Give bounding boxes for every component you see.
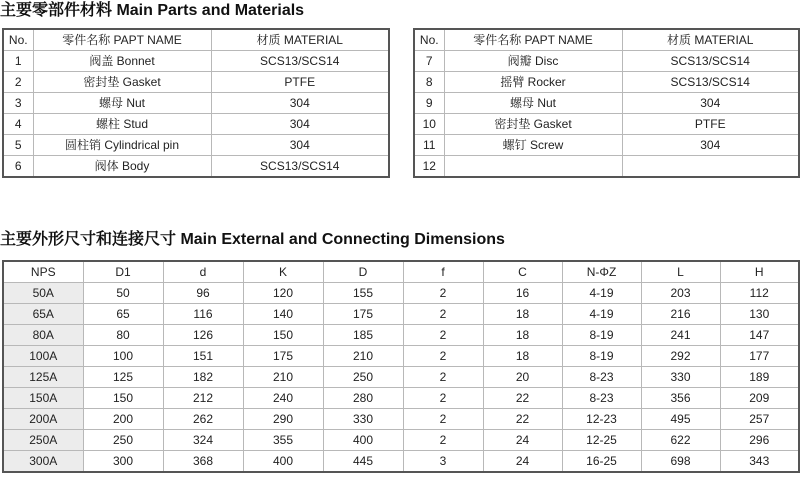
dimension-cell: 240 xyxy=(243,388,323,409)
table-row xyxy=(414,135,799,156)
parts-table-right xyxy=(413,28,800,178)
part-material: SCS13/SCS14 xyxy=(211,156,389,178)
parts-header-row xyxy=(414,29,799,51)
part-number: 9 xyxy=(414,93,444,114)
header-no: No. xyxy=(414,29,444,51)
dimension-cell: 18 xyxy=(483,304,562,325)
dimension-cell: 140 xyxy=(243,304,323,325)
dimension-cell: 8-19 xyxy=(562,346,641,367)
dimension-cell: 200 xyxy=(83,409,163,430)
part-material: SCS13/SCS14 xyxy=(622,51,799,72)
table-row xyxy=(3,114,389,135)
nps-cell: 300A xyxy=(3,451,83,473)
part-material: 304 xyxy=(622,135,799,156)
part-name: 阀盖 Bonnet xyxy=(33,51,211,72)
nps-cell: 250A xyxy=(3,430,83,451)
dimension-cell: 290 xyxy=(243,409,323,430)
part-number: 4 xyxy=(3,114,33,135)
dimension-cell: 175 xyxy=(323,304,403,325)
header-material: 材质 MATERIAL xyxy=(211,29,389,51)
dimension-cell: 2 xyxy=(403,367,483,388)
dimension-header: N-ΦZ xyxy=(562,261,641,283)
table-row xyxy=(3,135,389,156)
dimension-cell: 355 xyxy=(243,430,323,451)
part-number: 7 xyxy=(414,51,444,72)
dimension-cell: 22 xyxy=(483,388,562,409)
table-row xyxy=(3,283,799,304)
dimension-cell: 2 xyxy=(403,409,483,430)
dimension-cell: 80 xyxy=(83,325,163,346)
nps-cell: 50A xyxy=(3,283,83,304)
dimension-cell: 147 xyxy=(720,325,799,346)
dimension-cell: 300 xyxy=(83,451,163,473)
part-number: 10 xyxy=(414,114,444,135)
dimension-cell: 16-25 xyxy=(562,451,641,473)
part-name: 密封垫 Gasket xyxy=(444,114,622,135)
header-no: No. xyxy=(3,29,33,51)
part-number: 2 xyxy=(3,72,33,93)
dimensions-header-row xyxy=(3,261,799,283)
part-number: 12 xyxy=(414,156,444,178)
dimension-cell: 2 xyxy=(403,304,483,325)
table-row xyxy=(3,451,799,473)
dimension-cell: 126 xyxy=(163,325,243,346)
nps-cell: 150A xyxy=(3,388,83,409)
nps-cell: 65A xyxy=(3,304,83,325)
dimension-cell: 216 xyxy=(641,304,720,325)
dimension-cell: 2 xyxy=(403,388,483,409)
table-row xyxy=(3,51,389,72)
dimension-header: D1 xyxy=(83,261,163,283)
dimension-cell: 209 xyxy=(720,388,799,409)
dimension-cell: 241 xyxy=(641,325,720,346)
dimension-cell: 112 xyxy=(720,283,799,304)
dimension-cell: 2 xyxy=(403,283,483,304)
table-row xyxy=(3,388,799,409)
dimension-cell: 175 xyxy=(243,346,323,367)
nps-cell: 100A xyxy=(3,346,83,367)
part-name: 摇臂 Rocker xyxy=(444,72,622,93)
part-material: 304 xyxy=(622,93,799,114)
dimension-cell: 262 xyxy=(163,409,243,430)
dimension-cell: 185 xyxy=(323,325,403,346)
dimension-cell: 150 xyxy=(83,388,163,409)
dimension-cell: 698 xyxy=(641,451,720,473)
part-material: 304 xyxy=(211,114,389,135)
dimension-cell: 2 xyxy=(403,346,483,367)
nps-cell: 125A xyxy=(3,367,83,388)
part-material: 304 xyxy=(211,93,389,114)
part-number: 11 xyxy=(414,135,444,156)
dimension-cell: 96 xyxy=(163,283,243,304)
dimension-cell: 2 xyxy=(403,430,483,451)
dimension-cell: 250 xyxy=(323,367,403,388)
parts-table-left xyxy=(2,28,390,178)
dimension-cell: 3 xyxy=(403,451,483,473)
dimension-cell: 257 xyxy=(720,409,799,430)
dimension-cell: 368 xyxy=(163,451,243,473)
dimension-cell: 2 xyxy=(403,325,483,346)
dimension-cell: 445 xyxy=(323,451,403,473)
nps-cell: 200A xyxy=(3,409,83,430)
table-row xyxy=(414,156,799,178)
dimension-cell: 400 xyxy=(323,430,403,451)
table-row xyxy=(3,93,389,114)
table-row xyxy=(3,430,799,451)
header-part-name: 零件名称 PAPT NAME xyxy=(33,29,211,51)
dimension-cell: 22 xyxy=(483,409,562,430)
part-number: 6 xyxy=(3,156,33,178)
dimension-cell: 150 xyxy=(243,325,323,346)
dimension-cell: 24 xyxy=(483,451,562,473)
table-row xyxy=(414,114,799,135)
dimensions-table xyxy=(2,260,800,473)
dimension-header: d xyxy=(163,261,243,283)
dimension-cell: 116 xyxy=(163,304,243,325)
header-part-name: 零件名称 PAPT NAME xyxy=(444,29,622,51)
dimension-cell: 8-23 xyxy=(562,367,641,388)
part-name xyxy=(444,156,622,178)
dimension-header: K xyxy=(243,261,323,283)
dimension-cell: 343 xyxy=(720,451,799,473)
dimension-cell: 210 xyxy=(323,346,403,367)
dimension-cell: 250 xyxy=(83,430,163,451)
table-row xyxy=(3,156,389,178)
dimension-cell: 18 xyxy=(483,325,562,346)
header-material: 材质 MATERIAL xyxy=(622,29,799,51)
part-number: 1 xyxy=(3,51,33,72)
dimension-header: NPS xyxy=(3,261,83,283)
dimension-header: C xyxy=(483,261,562,283)
dimension-cell: 12-25 xyxy=(562,430,641,451)
dimension-header: f xyxy=(403,261,483,283)
dimension-cell: 189 xyxy=(720,367,799,388)
table-row xyxy=(414,72,799,93)
dimension-cell: 12-23 xyxy=(562,409,641,430)
dimension-header: D xyxy=(323,261,403,283)
part-name: 螺母 Nut xyxy=(444,93,622,114)
dimension-cell: 125 xyxy=(83,367,163,388)
dimension-cell: 495 xyxy=(641,409,720,430)
table-row xyxy=(3,325,799,346)
part-material: 304 xyxy=(211,135,389,156)
dimension-cell: 16 xyxy=(483,283,562,304)
dimension-cell: 356 xyxy=(641,388,720,409)
table-row xyxy=(3,304,799,325)
part-material: SCS13/SCS14 xyxy=(211,51,389,72)
dimension-cell: 18 xyxy=(483,346,562,367)
dimension-cell: 296 xyxy=(720,430,799,451)
part-material: PTFE xyxy=(622,114,799,135)
part-material xyxy=(622,156,799,178)
dimension-cell: 8-19 xyxy=(562,325,641,346)
nps-cell: 80A xyxy=(3,325,83,346)
dimension-cell: 622 xyxy=(641,430,720,451)
dimension-cell: 151 xyxy=(163,346,243,367)
part-material: PTFE xyxy=(211,72,389,93)
part-name: 螺钉 Screw xyxy=(444,135,622,156)
table-row xyxy=(3,346,799,367)
dimension-cell: 100 xyxy=(83,346,163,367)
dimension-cell: 210 xyxy=(243,367,323,388)
dimension-cell: 330 xyxy=(641,367,720,388)
part-name: 阀瓣 Disc xyxy=(444,51,622,72)
table-row xyxy=(414,93,799,114)
dimension-cell: 182 xyxy=(163,367,243,388)
part-name: 密封垫 Gasket xyxy=(33,72,211,93)
dimension-header: L xyxy=(641,261,720,283)
table-row xyxy=(414,51,799,72)
table-row xyxy=(3,409,799,430)
part-number: 3 xyxy=(3,93,33,114)
dimension-cell: 324 xyxy=(163,430,243,451)
dimension-header: H xyxy=(720,261,799,283)
dimension-cell: 203 xyxy=(641,283,720,304)
dimension-cell: 155 xyxy=(323,283,403,304)
dimension-cell: 4-19 xyxy=(562,283,641,304)
part-number: 8 xyxy=(414,72,444,93)
parts-header-row xyxy=(3,29,389,51)
dimension-cell: 280 xyxy=(323,388,403,409)
dimension-cell: 8-23 xyxy=(562,388,641,409)
part-number: 5 xyxy=(3,135,33,156)
parts-section-title: 主要零部件材料 Main Parts and Materials xyxy=(0,2,305,19)
dimension-cell: 4-19 xyxy=(562,304,641,325)
dimension-cell: 330 xyxy=(323,409,403,430)
dimension-cell: 292 xyxy=(641,346,720,367)
dimension-cell: 177 xyxy=(720,346,799,367)
dimension-cell: 50 xyxy=(83,283,163,304)
part-material: SCS13/SCS14 xyxy=(622,72,799,93)
part-name: 螺母 Nut xyxy=(33,93,211,114)
part-name: 阀体 Body xyxy=(33,156,211,178)
dimension-cell: 24 xyxy=(483,430,562,451)
dimension-cell: 400 xyxy=(243,451,323,473)
part-name: 圆柱销 Cylindrical pin xyxy=(33,135,211,156)
table-row xyxy=(3,72,389,93)
part-name: 螺柱 Stud xyxy=(33,114,211,135)
dimension-cell: 130 xyxy=(720,304,799,325)
table-row xyxy=(3,367,799,388)
dimension-cell: 65 xyxy=(83,304,163,325)
dimension-cell: 20 xyxy=(483,367,562,388)
dimension-cell: 120 xyxy=(243,283,323,304)
dimension-cell: 212 xyxy=(163,388,243,409)
dimensions-section-title: 主要外形尺寸和连接尺寸 Main External and Connecting Dimensions xyxy=(0,231,505,248)
